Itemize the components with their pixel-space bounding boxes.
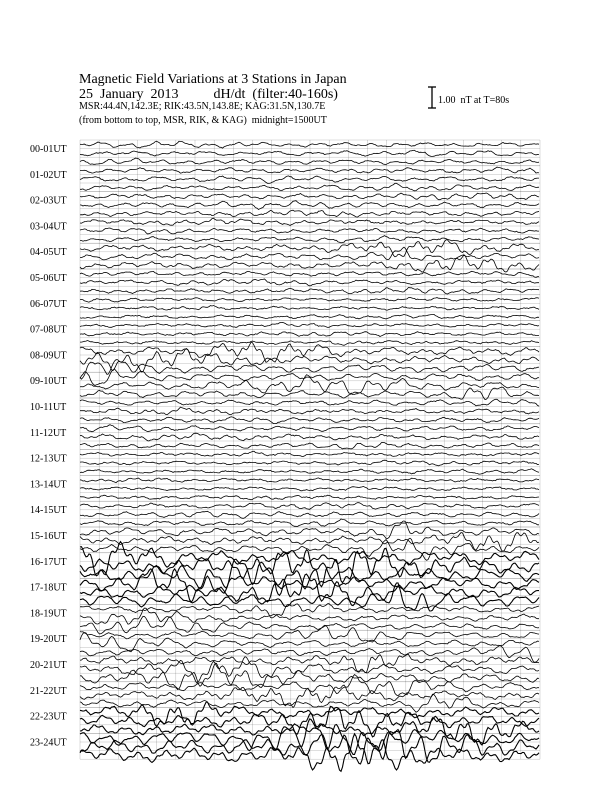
station-trace-rik: [80, 176, 539, 184]
hour-label: 00-01UT: [30, 144, 67, 155]
station-trace-msr: [80, 495, 539, 500]
station-trace-rik: [80, 608, 539, 624]
station-trace-rik: [80, 349, 539, 373]
station-trace-rik: [80, 460, 539, 466]
chart-title: Magnetic Field Variations at 3 Stations in Japan: [79, 72, 347, 87]
station-trace-msr: [80, 663, 539, 689]
scale-bar-label: 1.00 nT at T=80s: [438, 95, 510, 106]
station-traces: [80, 141, 539, 771]
station-trace-kag: [80, 503, 539, 510]
hour-grid: [80, 140, 540, 759]
hour-label: 19-20UT: [30, 634, 67, 646]
hour-label: 02-03UT: [30, 195, 67, 207]
hour-label: 11-12UT: [30, 427, 67, 439]
hour-label: 15-16UT: [30, 531, 67, 542]
station-trace-kag: [80, 297, 539, 302]
hour-labels: [30, 144, 67, 748]
hour-label: 21-22UT: [30, 685, 67, 697]
hour-label: 22-23UT: [30, 711, 67, 723]
station-trace-kag: [80, 240, 539, 257]
hour-label: 08-09UT: [30, 350, 67, 362]
station-trace-msr: [80, 442, 539, 449]
station-trace-rik: [80, 150, 539, 156]
station-trace-rik: [80, 279, 539, 286]
station-trace-kag: [80, 478, 539, 483]
chart-subtitle: 25 January 2013 dH/dt (filter:40-160s): [79, 87, 338, 102]
hour-label: 18-19UT: [30, 608, 67, 620]
scale-bar: [428, 87, 436, 108]
hour-label: 01-02UT: [30, 169, 67, 181]
station-order-note: (from bottom to top, MSR, RIK, & KAG) midnight=1500UT: [79, 115, 327, 126]
station-trace-kag: [80, 141, 539, 148]
station-trace-rik: [80, 201, 539, 210]
station-trace-msr: [80, 314, 539, 319]
station-trace-msr: [80, 183, 539, 191]
station-trace-rik: [80, 433, 539, 441]
station-trace-msr: [80, 469, 539, 474]
station-trace-rik: [80, 407, 539, 415]
station-trace-msr: [80, 255, 539, 272]
station-trace-kag: [80, 167, 539, 173]
station-trace-kag: [80, 271, 539, 277]
station-trace-msr: [80, 287, 539, 294]
hour-label: 03-04UT: [30, 221, 67, 233]
station-trace-msr: [80, 158, 539, 164]
station-trace-rik: [80, 511, 539, 518]
station-trace-msr: [80, 519, 539, 527]
station-trace-kag: [80, 193, 539, 200]
station-trace-kag: [80, 322, 539, 327]
station-trace-rik: [80, 247, 539, 260]
station-trace-kag: [80, 451, 539, 456]
hour-label: 14-15UT: [30, 505, 67, 517]
station-trace-kag: [80, 399, 539, 406]
station-trace-rik: [80, 486, 539, 490]
station-trace-kag: [80, 218, 539, 225]
station-trace-kag: [80, 425, 539, 432]
station-trace-rik: [80, 228, 539, 234]
station-trace-rik: [80, 533, 539, 552]
hour-label: 04-05UT: [30, 247, 67, 259]
hour-label: 20-21UT: [30, 660, 67, 671]
station-trace-msr: [80, 341, 539, 346]
station-trace-msr: [80, 387, 539, 399]
station-trace-kag: [80, 675, 539, 696]
hour-label: 06-07UT: [30, 298, 67, 310]
station-trace-msr: [80, 417, 539, 424]
hour-label: 17-18UT: [30, 582, 67, 594]
hour-label: 10-11UT: [30, 402, 67, 413]
station-trace-rik: [80, 332, 539, 337]
hour-label: 09-10UT: [30, 376, 67, 388]
station-trace-msr: [80, 210, 539, 217]
station-trace-rik: [80, 306, 539, 311]
hour-label: 07-08UT: [30, 324, 67, 336]
station-trace-kag: [80, 604, 539, 618]
hour-label: 13-14UT: [30, 479, 67, 491]
station-coordinates: MSR:44.4N,142.3E; RIK:43.5N,143.8E; KAG:31.5N,130.7E: [79, 101, 326, 112]
hour-label: 05-06UT: [30, 273, 67, 284]
hour-label: 12-13UT: [30, 453, 67, 465]
station-trace-kag: [80, 625, 539, 642]
hour-label: 23-24UT: [30, 737, 67, 749]
station-trace-msr: [80, 236, 539, 243]
hour-label: 16-17UT: [30, 556, 67, 568]
